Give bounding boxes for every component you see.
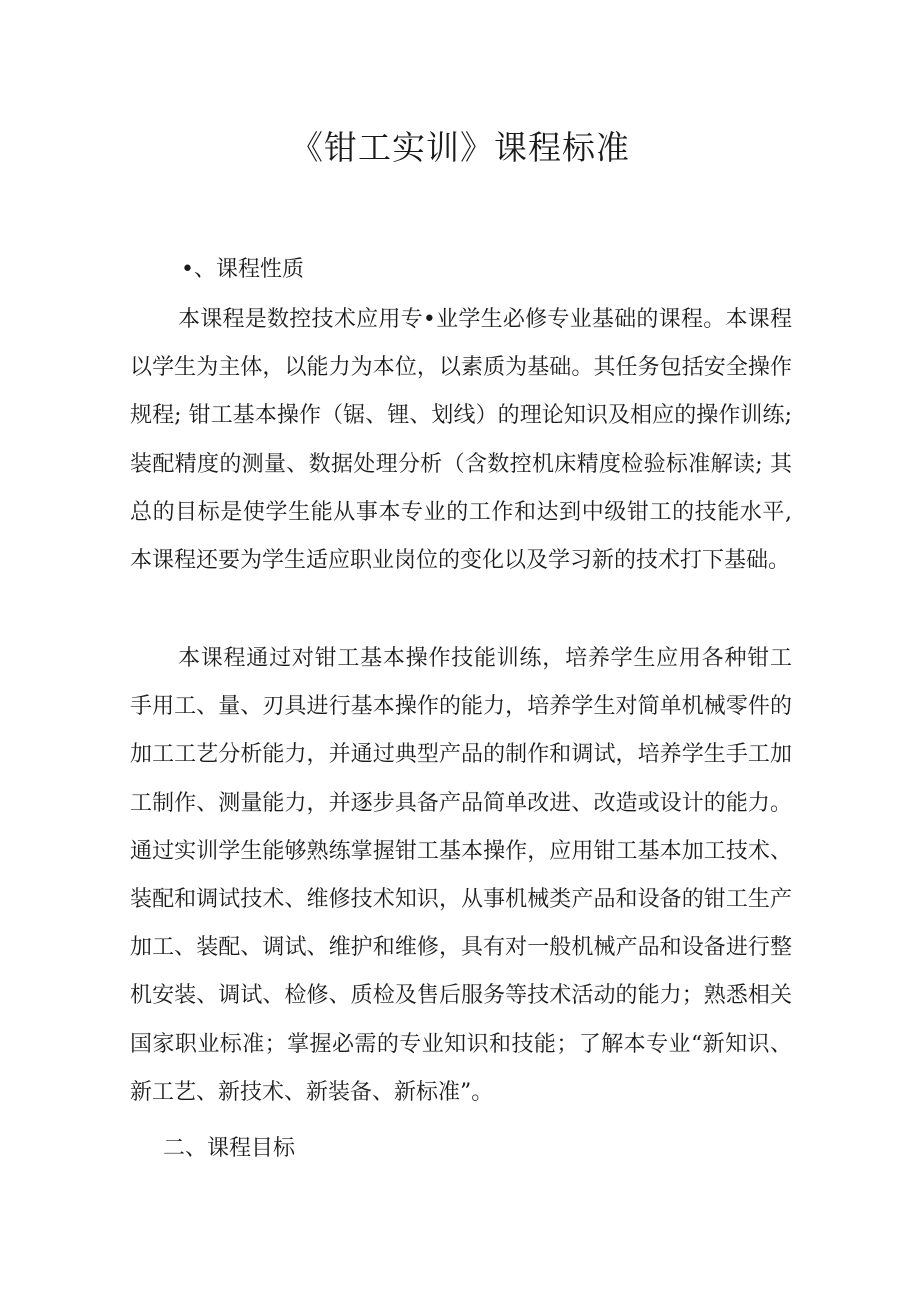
paragraph-course-nature-2: 本课程通过对钳工基本操作技能训练，培养学生应用各种钳工手用工、量、刃具进行基本操作的能力，培养学生对简单机械零件的加工工艺分析能力，并通过典型产品的制作和调试，培养学生手工加工制作、测量能力，并逐步具备产品简单改进、改造或设计的能力。通过实训学生能够熟练掌握钳工基本操作，应用钳工基本加工技术、装配和调试技术、维修技术知识，从事机械类产品和设备的钳工生产加工、装配、调试、维护和维修，具有对一般机械产品和设备进行整机安装、调试、检修、质检及售后服务等技术活动的能力；熟悉相关国家职业标准；掌握必需的专业知识和技能；了解本专业“新知识、新工艺、新技术、新装备、新标准”。 xyxy=(130,646,792,1105)
section-heading-course-objectives: 二、课程目标 xyxy=(163,1136,296,1161)
paragraph-course-nature-1: 本课程是数控技术应用专•业学生必修专业基础的课程。本课程以学生为主体，以能力为本位，以素质为基础。其任务包括安全操作规程; 钳工基本操作（锯、锂、划线）的理论知识及相应的操作训练; 装配精度的测量、数据处理分析（含数控机床精度检验标准解读; 其总的目标是使学生能从事本专业的工作和达到中级钳工的技能水平,本课程还要为学生适应职业岗位的变化以及学习新的技术打下基础。 xyxy=(130,307,792,574)
section-heading-course-nature: •、课程性质 xyxy=(181,257,304,282)
document-title: 《钳工实训》课程标准 xyxy=(290,128,630,167)
